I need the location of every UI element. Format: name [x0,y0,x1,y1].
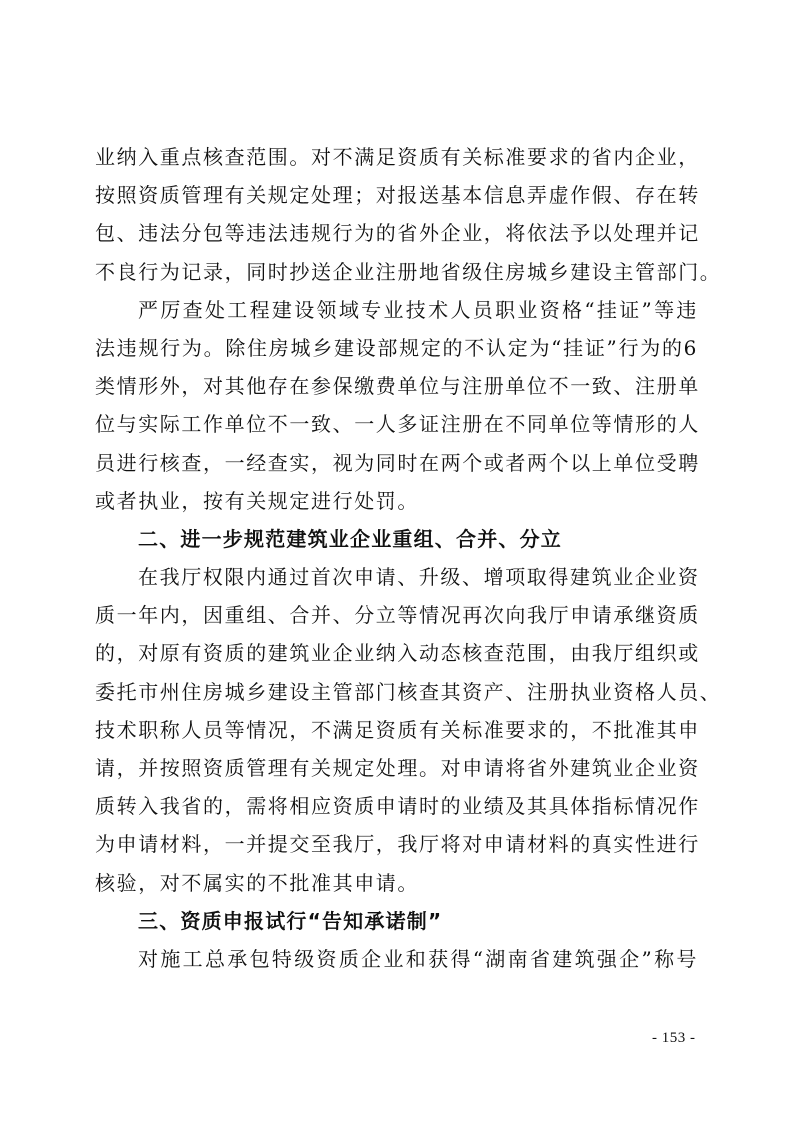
body-text-line: 严厉查处工程建设领域专业技术人员职业资格“挂证”等违 [138,297,698,322]
body-text-line: 质一年内，因重组、合并、分立等情况再次向我厅申请承继资质 [95,603,700,628]
body-text-line: 类情形外，对其他存在参保缴费单位与注册单位不一致、注册单 [95,374,700,399]
body-text-line: 技术职称人员等情况，不满足资质有关标准要求的，不批准其申 [95,717,700,742]
body-text-line: 请，并按照资质管理有关规定处理。对申请将省外建筑业企业资 [95,756,700,780]
section-heading: 三、资质申报试行“告知承诺制” [138,908,443,933]
body-text-line: 法违规行为。除住房城乡建设部规定的不认定为“挂证”行为的6 [95,335,698,360]
body-text-line: 对施工总承包特级资质企业和获得“湖南省建筑强企”称号 [138,946,698,971]
body-text-line: 委托市州住房城乡建设主管部门核查其资产、注册执业资格人员、 [95,679,722,704]
body-text-line: 位与实际工作单位不一致、一人多证注册在不同单位等情形的人 [95,412,700,437]
body-text-line: 包、违法分包等违法违规行为的省外企业，将依法予以处理并记 [95,221,700,246]
body-text-line: 业纳入重点核查范围。对不满足资质有关标准要求的省内企业， [95,145,700,169]
body-text-line: 员进行核查，一经查实，视为同时在两个或者两个以上单位受聘 [95,450,700,475]
body-text-line: 不良行为记录，同时抄送企业注册地省级住房城乡建设主管部门。 [95,259,722,284]
body-text-line: 按照资质管理有关规定处理；对报送基本信息弄虚作假、存在转 [95,183,700,208]
page-number: - 153 - [652,1030,696,1046]
body-text-line: 在我厅权限内通过首次申请、升级、增项取得建筑业企业资 [138,565,700,590]
section-heading: 二、进一步规范建筑业企业重组、合并、分立 [138,526,562,551]
body-text-line: 或者执业，按有关规定进行处罚。 [95,488,419,513]
document-body [95,138,722,978]
body-text-line: 质转入我省的，需将相应资质申请时的业绩及其具体指标情况作 [95,794,700,819]
body-text-line: 核验，对不属实的不批准其申请。 [95,870,419,895]
body-text-line: 的，对原有资质的建筑业企业纳入动态核查范围，由我厅组织或 [95,641,700,666]
body-text-line: 为申请材料，一并提交至我厅，我厅将对申请材料的真实性进行 [95,832,700,857]
